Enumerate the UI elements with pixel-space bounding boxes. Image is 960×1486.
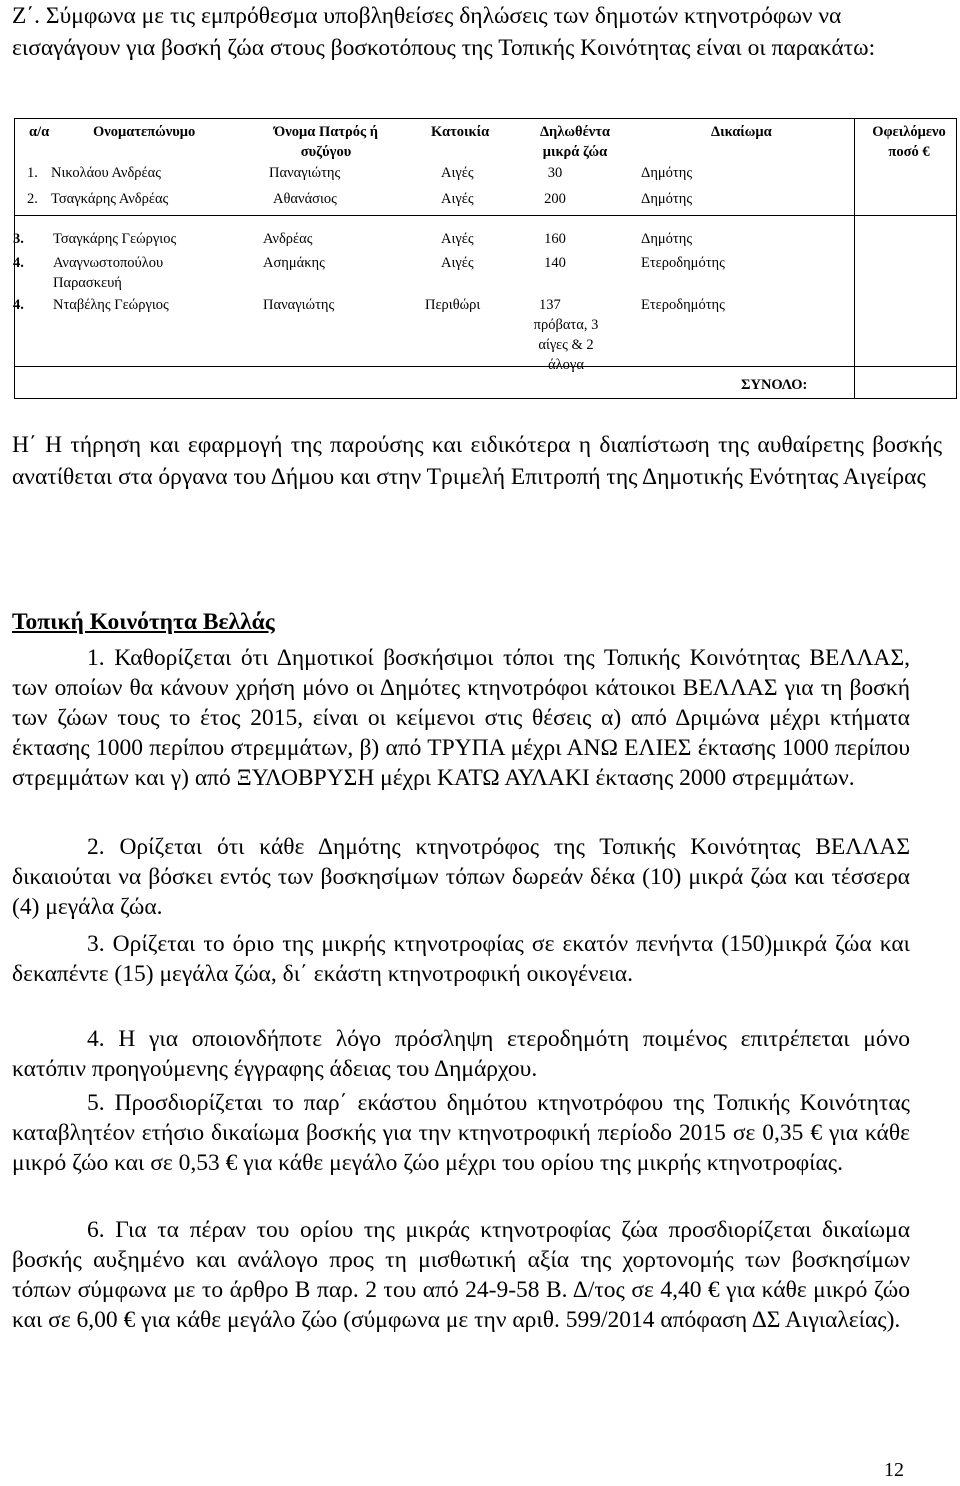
header-aa: α/α	[29, 124, 50, 140]
header-declared	[529, 122, 621, 162]
row5-animals	[521, 295, 611, 375]
paragraph-1: 1. Καθορίζεται ότι Δημοτικοί βοσκήσιμοι τόποι της Τοπικής Κοινότητας ΒΕΛΛΑΣ, των οποίων θα κάνουν χρήση μόνο οι Δημότες κτηνοτρόφοι κάτοικοι ΒΕΛΛΑΣ για τη βοσκή των ζώων τους το έτος 2015, είναι οι κείμενοι στις θέσεις α) από Δριμώνα μέχρι κτήματα έκτασης 1000 περίπου στρεμμάτων, β) από ΤΡΥΠΑ μέχρι ΑΝΩ ΕΛΙΕΣ έκτασης 1000 περίπου στρεμμάτων και γ) από ΞΥΛΟΒΡΥΣΗ μέχρι ΚΑΤΩ ΑΥΛΑΚΙ έκτασης 2000 στρεμμάτων.	[12, 645, 910, 791]
header-owed-line1: Οφειλόμενο	[872, 124, 946, 140]
row4-animals: 140	[544, 255, 566, 271]
page-number: 12	[884, 1459, 904, 1481]
paragraph-6: 6. Για τα πέραν του ορίου της μικράς κτηνοτροφίας ζώα προσδιορίζεται δικαίωμα βοσκής αυξημένο και ανάλογο προς τη μισθωτική αξία της χορτονομής των βοσκησίμων τόπων σύμφωνα με το άρθρο Β παρ. 2 του από 24-9-58 Β. Δ/τος σε 4,40 € για κάθε μικρό ζώο και σε 6,00 € για κάθε μεγάλο ζώο (σύμφωνα με την αριθ. 599/2014 απόφαση ΔΣ Αιγιαλείας).	[12, 1217, 910, 1333]
row5-residence: Περιθώρι	[425, 297, 481, 313]
row2-right: Δημότης	[641, 191, 693, 207]
row5-animals-line4: άλογα	[548, 357, 584, 373]
row1-no: 1.	[27, 165, 38, 181]
row5-animals-line3: αίγες & 2	[538, 337, 594, 353]
row4-name	[53, 253, 163, 293]
table-divider	[15, 215, 956, 216]
row3-right: Δημότης	[641, 231, 693, 247]
row4-right: Ετεροδημότης	[641, 255, 725, 271]
row5-right: Ετεροδημότης	[641, 297, 725, 313]
row1-animals: 30	[547, 165, 563, 181]
row5-father: Παναγιώτης	[263, 297, 335, 313]
row1-right: Δημότης	[641, 165, 693, 181]
total-label: ΣΥΝΟΛΟ:	[741, 377, 808, 393]
row4-no: 4.	[13, 255, 24, 271]
row2-father: Αθανάσιος	[273, 191, 337, 207]
row2-residence: Αιγές	[441, 191, 474, 207]
row1-father: Παναγιώτης	[269, 165, 341, 181]
header-owed	[867, 122, 951, 162]
paragraph-5: 5. Προσδιορίζεται το παρ΄ εκάστου δημότου κτηνοτρόφου της Τοπικής Κοινότητας καταβλητέον ετήσιο δικαίωμα βοσκής για την κτηνοτροφική περίοδο 2015 σε 0,35 € για κάθε μικρό ζώο και σε 0,53 € για κάθε μεγάλο ζώο μέχρι του ορίου της μικρής κτηνοτροφίας.	[12, 1090, 910, 1176]
row4-name-line2: Παρασκευή	[53, 275, 122, 291]
row5-animals-line2: πρόβατα, 3	[533, 317, 599, 333]
row1-residence: Αιγές	[441, 165, 474, 181]
header-declared-line2: μικρά ζώα	[542, 144, 608, 160]
header-father	[261, 122, 391, 162]
livestock-table	[14, 118, 957, 399]
header-declared-line1: Δηλωθέντα	[539, 124, 611, 140]
paragraph-4: 4. Η για οποιονδήποτε λόγο πρόσληψη ετεροδημότη ποιμένος επιτρέπεται μόνο κατόπιν προηγούμενης έγγραφης άδειας του Δημάρχου.	[12, 1026, 910, 1082]
header-name: Ονοματεπώνυμο	[93, 124, 196, 140]
row3-name: Τσαγκάρης Γεώργιος	[53, 231, 177, 247]
row5-animals-line1: 137	[539, 297, 561, 313]
row2-no: 2.	[27, 191, 38, 207]
row4-father: Ασημάκης	[263, 255, 325, 271]
paragraph-2: 2. Ορίζεται ότι κάθε Δημότης κτηνοτρόφος της Τοπικής Κοινότητας ΒΕΛΛΑΣ δικαιούται να βόσκει εντός των βοσκησίμων τόπων δωρεάν δέκα (10) μικρά ζώα και τέσσερα (4) μεγάλα ζώα.	[12, 834, 910, 920]
row4-name-line1: Αναγνωστοπούλου	[53, 255, 164, 271]
paragraph-3: 3. Ορίζεται το όριο της μικρής κτηνοτροφίας σε εκατόν πενήντα (150)μικρά ζώα και δεκαπέντε (15) μεγάλα ζώα, δι΄ εκάστη κτηνοτροφική οικογένεια.	[12, 931, 910, 987]
row5-name: Νταβέλης Γεώργιος	[53, 297, 169, 313]
row3-no: 3.	[13, 231, 24, 247]
row2-name: Τσαγκάρης Ανδρέας	[51, 191, 169, 207]
community-subtitle: Τοπική Κοινότητα Βελλάς	[12, 609, 275, 635]
section-h-paragraph: Η΄ Η τήρηση και εφαρμογή της παρούσης και ειδικότερα η διαπίστωση της αυθαίρετης βοσκής ανατίθεται στα όργανα του Δήμου και στην Τριμελή Επιτροπή της Δημοτικής Ενότητας Αιγείρας	[12, 432, 942, 490]
header-owed-line2: ποσό €	[888, 144, 930, 160]
intro-paragraph: Ζ΄. Σύμφωνα με τις εμπρόθεσμα υποβληθείσες δηλώσεις των δημοτών κτηνοτρόφων να εισαγάγουν για βοσκή ζώα στους βοσκοτόπους της Τοπικής Κοινότητας είναι οι παρακάτω:	[12, 3, 876, 61]
row2-animals: 200	[544, 191, 566, 207]
header-right: Δικαίωμα	[711, 124, 772, 140]
table-divider	[854, 119, 855, 398]
row1-name: Νικολάου Ανδρέας	[51, 165, 161, 181]
header-father-line2: συζύγου	[300, 144, 352, 160]
table-divider	[15, 366, 956, 367]
row5-no: 4.	[13, 297, 24, 313]
row4-residence: Αιγές	[441, 255, 474, 271]
row3-father: Ανδρέας	[263, 231, 313, 247]
row3-animals: 160	[544, 231, 566, 247]
header-residence: Κατοικία	[431, 124, 490, 140]
header-father-line1: Όνομα Πατρός ή	[274, 124, 378, 140]
row3-residence: Αιγές	[441, 231, 474, 247]
